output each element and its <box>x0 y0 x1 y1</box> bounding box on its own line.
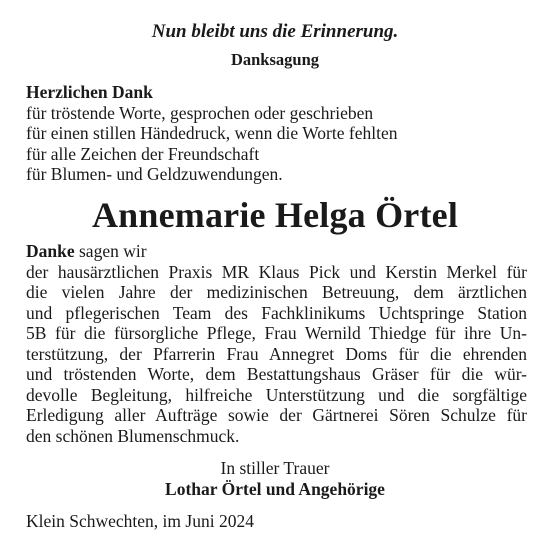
closing-phrase: In stiller Trauer <box>220 458 330 478</box>
body-line: die vielen Jahre der medizinischen Betreuung, dem ärztlichen <box>26 282 527 302</box>
body-line: devolle Begleitung, hilfreiche Unterstützung und die sorgfältige <box>26 384 527 405</box>
body-line: terstützung, der Pfarrerin Frau Annegret Doms für die ehrenden <box>26 343 527 364</box>
closing-block <box>0 458 550 500</box>
place-date: Klein Schwechten, im Juni 2024 <box>26 511 254 531</box>
closing-signer: Lothar Örtel und Angehörige <box>165 479 385 499</box>
thanks-line: für tröstende Worte, gesprochen oder geschrieben <box>26 102 374 123</box>
deceased-name: Annemarie Helga Örtel <box>91 195 459 235</box>
thanks-title: Herzlichen Dank <box>26 82 153 102</box>
thanks-block <box>26 82 526 185</box>
body-line: der hausärztlichen Praxis MR Klaus Pick und Kerstin Merkel für <box>26 261 527 282</box>
thanks-line: für alle Zeichen der Freundschaft <box>26 143 260 164</box>
thanks-line: für einen stillen Händedruck, wenn die Worte fehlten <box>26 123 398 143</box>
body-line: und tröstenden Worte, dem Bestattungshaus Gräser für die wür- <box>26 364 527 384</box>
thanks-line: für Blumen- und Geldzuwendungen. <box>26 164 283 184</box>
body-line: und pflegerischen Team des Fachklinikums Uchtspringe Station <box>26 302 527 323</box>
body-line: 5B für die fürsorgliche Pflege, Frau Wernild Thiedge für ihre Un- <box>26 323 527 343</box>
heading-danksagung: Danksagung <box>230 50 320 69</box>
body-line: Erledigung aller Aufträge sowie der Gärtnerei Sören Schulze für <box>26 405 527 425</box>
body-lead-rest: sagen wir <box>74 241 147 261</box>
body-lead-bold: Danke <box>26 241 75 261</box>
motto: Nun bleibt uns die Erinnerung. <box>151 21 399 42</box>
body-line: den schönen Blumenschmuck. <box>26 425 240 446</box>
body-text <box>26 241 527 446</box>
body-lead <box>26 241 527 262</box>
